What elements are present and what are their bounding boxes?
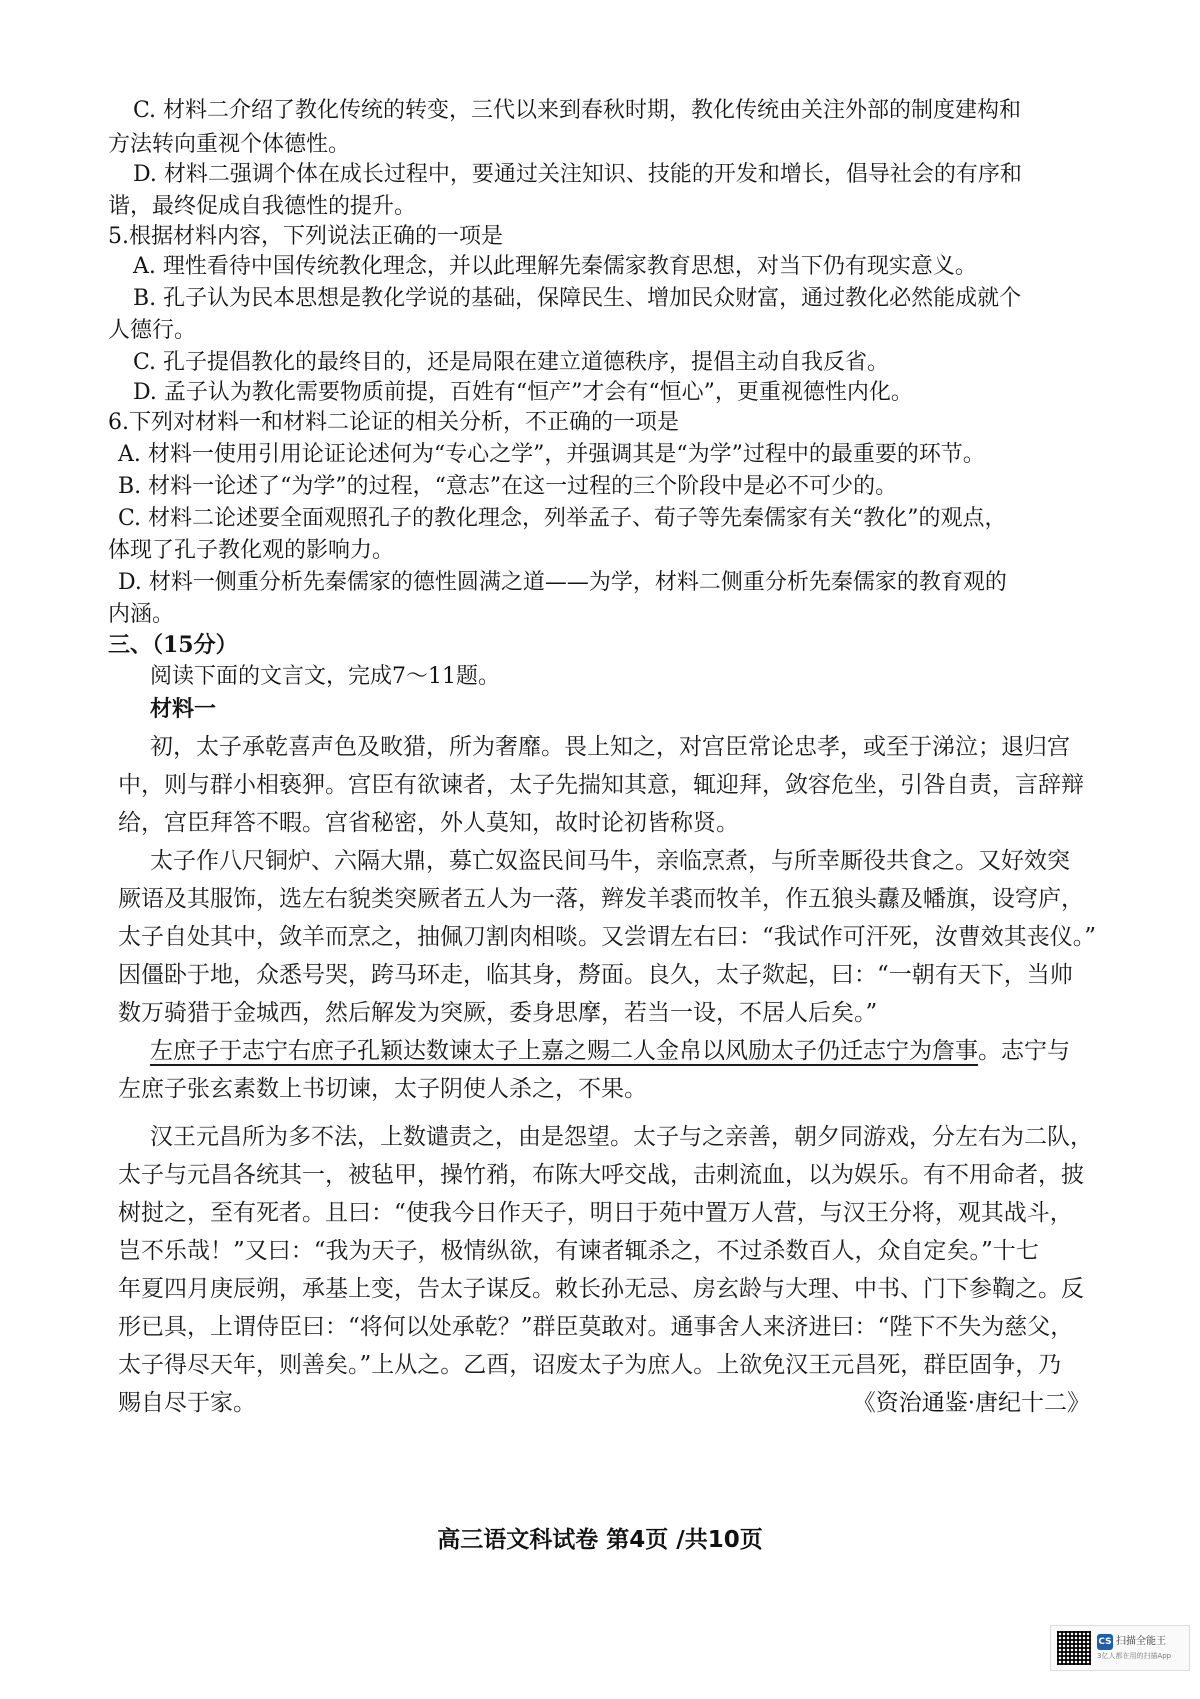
passage-p4-line2: 太子与元昌各统其一，被毡甲，操竹矟，布陈大呼交战，击刺流血，以为娱乐。有不用命者，披 — [118, 1162, 1084, 1188]
passage-p2-line3: 太子自处其中，敛羊而烹之，抽佩刀割肉相啖。又尝谓左右曰：“我试作可汗死，汝曹效其丧仪。” — [118, 924, 1097, 950]
q6-option-d-line1: D. 材料一侧重分析先秦儒家的德性圆满之道——为学，材料二侧重分析先秦儒家的教育观的 — [118, 570, 1007, 595]
scanner-watermark — [1050, 1625, 1190, 1671]
q5-stem: 5.根据材料内容，下列说法正确的一项是 — [108, 224, 503, 249]
passage-p2-line1: 太子作八尺铜炉、六隔大鼎，募亡奴盗民间马牛，亲临烹煮，与所幸厮役共食之。又好效突 — [150, 848, 1070, 874]
passage-p3-line1-rest: 。志宁与 — [978, 1038, 1070, 1064]
q4-option-c-line2: 方法转向重视个体德性。 — [108, 132, 351, 157]
page-footer: 高三语文科试卷 第4页 /共10页 — [437, 1527, 763, 1553]
q5-option-a: A. 理性看待中国传统教化理念，并以此理解先秦儒家教育思想，对当下仍有现实意义。 — [133, 254, 977, 279]
passage-p4-line1: 汉王元昌所为多不法，上数谴责之，由是怨望。太子与之亲善，朝夕同游戏，分左右为二队， — [150, 1124, 1093, 1150]
q6-option-b: B. 材料一论述了“为学”的过程，“意志”在这一过程的三个阶段中是必不可少的。 — [118, 474, 898, 499]
q5-option-b-line1: B. 孔子认为民本思想是教化学说的基础，保障民生、增加民众财富，通过教化必然能成就个 — [133, 286, 1022, 311]
passage-p2-line2: 厥语及其服饰，选左右貌类突厥者五人为一落，辫发羊裘而牧羊，作五狼头纛及幡旗，设穹庐， — [118, 886, 1084, 912]
q4-option-d-line1: D. 材料二强调个体在成长过程中，要通过关注知识、技能的开发和增长，倡导社会的有序和 — [133, 162, 1022, 187]
passage-p4-line3: 树挝之，至有死者。且曰：“使我今日作天子，明日于苑中置万人营，与汉王分将，观其战斗， — [118, 1200, 1073, 1226]
passage-p1-line3: 给，宫臣拜答不暇。宫省秘密，外人莫知，故时论初皆称贤。 — [118, 810, 739, 836]
q5-option-d: D. 孟子认为教化需要物质前提，百姓有“恒产”才会有“恒心”，更重视德性内化。 — [133, 380, 913, 405]
q4-option-d-line2: 谐，最终促成自我德性的提升。 — [108, 194, 417, 219]
passage-p3-line2: 左庶子张玄素数上书切谏，太子阴使人杀之，不果。 — [118, 1076, 647, 1102]
watermark-name: 扫描全能王 — [1116, 1636, 1166, 1647]
q5-option-c: C. 孔子提倡教化的最终目的，还是局限在建立道德秩序，提倡主动自我反省。 — [133, 350, 890, 375]
q6-option-c-line2: 体现了孔子教化观的影响力。 — [108, 538, 395, 563]
q6-stem: 6.下列对材料一和材料二论证的相关分析，不正确的一项是 — [108, 410, 679, 435]
passage-p2-line4: 因僵卧于地，众悉号哭，跨马环走，临其身，剺面。良久，太子欻起，曰：“一朝有天下，当帅 — [118, 962, 1073, 988]
passage-p4-line7: 太子得尽天年，则善矣。”上从之。乙酉，诏废太子为庶人。上欲免汉王元昌死，群臣固争，乃 — [118, 1352, 1062, 1378]
passage-p2-line5: 数万骑猎于金城西，然后解发为突厥，委身思摩，若当一设，不居人后矣。” — [118, 1000, 878, 1026]
passage-p4-line8: 赐自尽于家。 — [118, 1390, 256, 1416]
passage-source: 《资治通鉴·唐纪十二》 — [852, 1390, 1090, 1416]
passage-p4-line5: 年夏四月庚辰朔，承基上变，告太子谋反。敕长孙无忌、房玄龄与大理、中书、门下参鞫之。反 — [118, 1276, 1084, 1302]
q6-option-d-line2: 内涵。 — [108, 602, 175, 627]
material-title: 材料一 — [150, 696, 217, 722]
passage-p3-line1 — [150, 1036, 1070, 1066]
passage-p1-line1: 初，太子承乾喜声色及畋猎，所为奢靡。畏上知之，对宫臣常论忠孝，或至于涕泣；退归宫 — [150, 734, 1070, 760]
passage-p4-line6: 形已具，上谓侍臣曰：“将何以处承乾？”群臣莫敢对。通事舍人来济进曰：“陛下不失为慈父， — [118, 1314, 1074, 1340]
watermark-subtitle: 3亿人都在用的扫描App — [1097, 1652, 1172, 1660]
passage-p1-line2: 中，则与群小相亵狎。宫臣有欲谏者，太子先揣知其意，辄迎拜，敛容危坐，引咎自责，言辞辩 — [118, 772, 1084, 798]
underlined-sentence: 左庶子于志宁右庶子孔颖达数谏太子上嘉之赐二人金帛以风励太子仍迁志宁为詹事 — [150, 1038, 978, 1064]
passage-p4-line4: 岂不乐哉！”又曰：“我为天子，极情纵欲，有谏者辄杀之，不过杀数百人，众自定矣。”十七 — [118, 1238, 1039, 1264]
qr-code-icon — [1057, 1631, 1091, 1665]
q6-option-a: A. 材料一使用引用论证论述何为“专心之学”，并强调其是“为学”过程中的最重要的环节。 — [118, 442, 985, 467]
q4-option-c-line1: C. 材料二介绍了教化传统的转变，三代以来到春秋时期，教化传统由关注外部的制度建构和 — [133, 98, 1022, 123]
q5-option-b-line2: 人德行。 — [108, 318, 197, 343]
q6-option-c-line1: C. 材料二论述要全面观照孔子的教化理念，列举孟子、荀子等先秦儒家有关“教化”的观点， — [118, 506, 1007, 531]
section-heading: 三、（15分） — [108, 632, 238, 658]
section-instruction: 阅读下面的文言文，完成7～11题。 — [150, 664, 500, 689]
camscanner-logo-icon: CS — [1097, 1634, 1113, 1650]
